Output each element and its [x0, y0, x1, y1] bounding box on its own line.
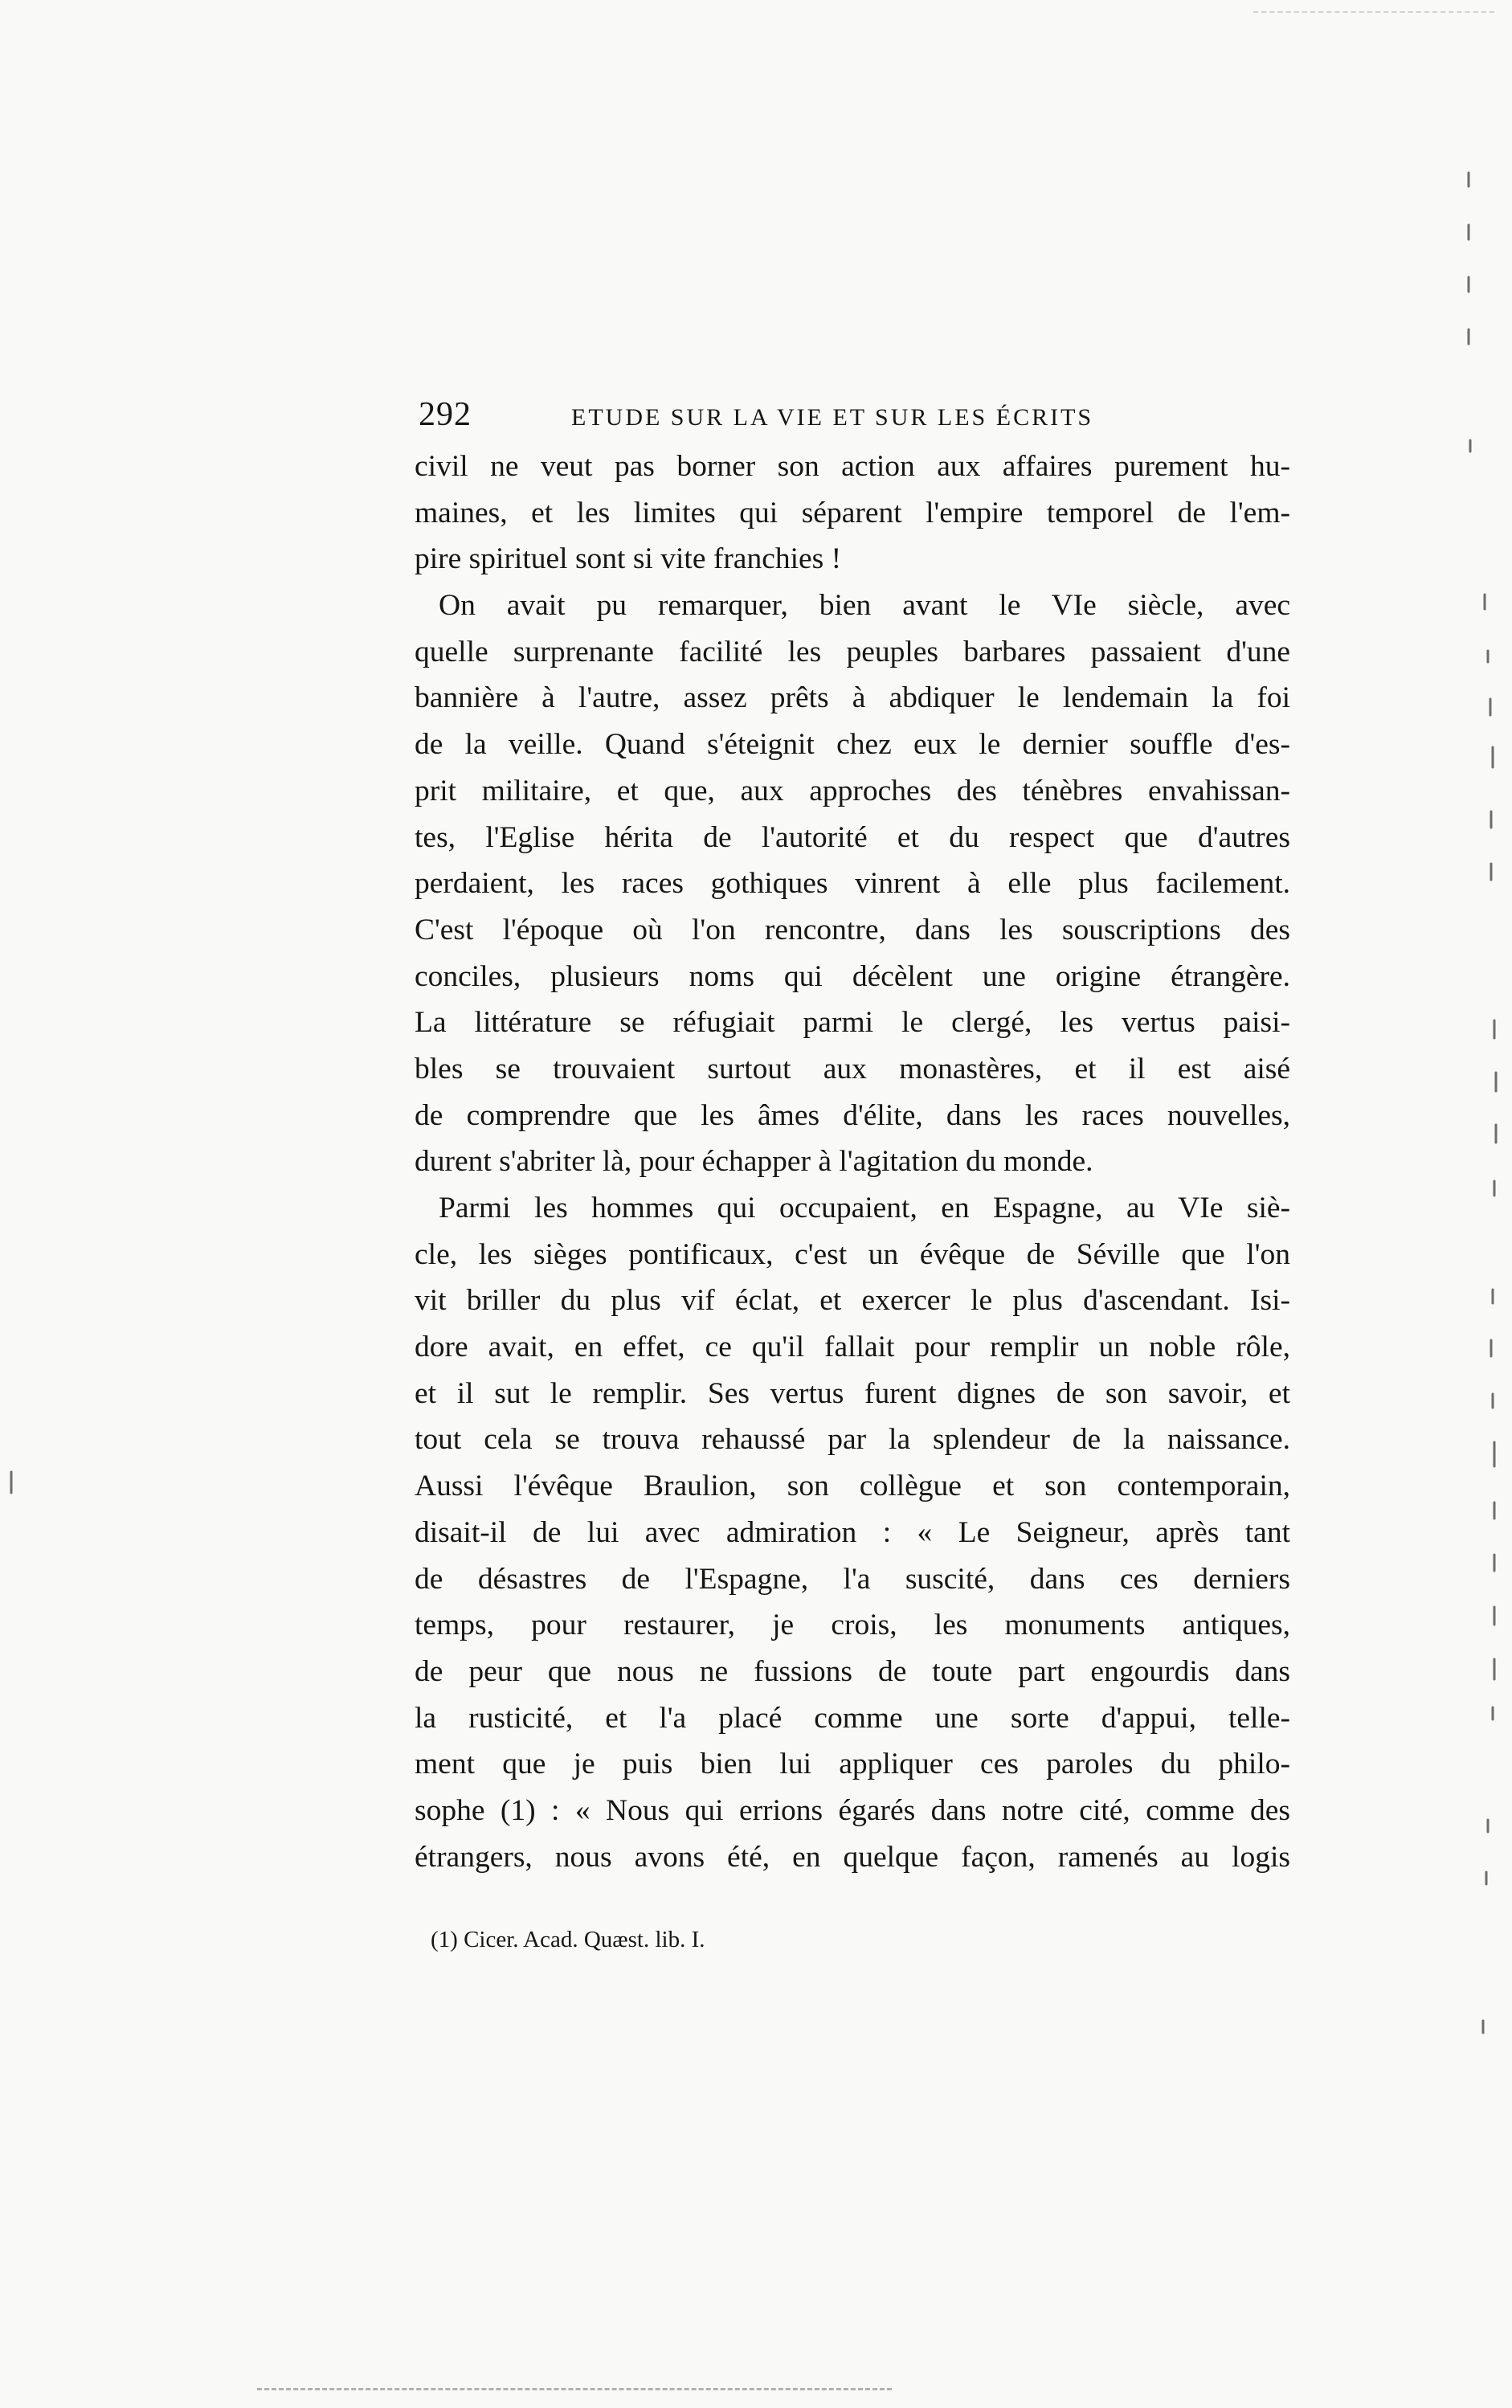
scan-edge-marks-bottom [257, 2388, 892, 2394]
text-line: Aussi l'évêque Braulion, son collègue et son contemporain, [415, 1470, 1290, 1503]
text-line: La littérature se réfugiait parmi le clergé, les vertus paisi- [415, 1006, 1290, 1040]
text-line: bannière à l'autre, assez prêts à abdiquer le lendemain la foi [415, 681, 1290, 715]
text-line: On avait pu remarquer, bien avant le VIe siècle, avec [439, 589, 1290, 623]
text-line: sophe (1) : « Nous qui errions égarés dans notre cité, comme des [415, 1793, 1290, 1827]
text-line: quelle surprenante facilité les peuples barbares passaient d'une [415, 635, 1290, 668]
text-line: de désastres de l'Espagne, l'a suscité, dans ces derniers [415, 1562, 1290, 1596]
text-line: vit briller du plus vif éclat, et exercer le plus d'ascendant. Isi- [415, 1284, 1290, 1318]
text-line: conciles, plusieurs noms qui décèlent une origine étrangère. [415, 959, 1290, 993]
text-line: civil ne veut pas borner son action aux affaires purement hu- [415, 450, 1290, 483]
scan-edge-marks-top [1253, 11, 1494, 15]
text-line: Parmi les hommes qui occupaient, en Espagne, au VIe siè- [439, 1192, 1290, 1224]
text-line: tout cela se trouva rehaussé par la splendeur de la naissance. [415, 1423, 1290, 1457]
text-line: bles se trouvaient surtout aux monastères, et il est aisé [415, 1052, 1290, 1085]
text-line: ment que je puis bien lui appliquer ces paroles du philo- [415, 1748, 1290, 1781]
page-number: 292 [419, 396, 472, 433]
text-line: pire spirituel sont si vite franchies ! [415, 542, 842, 576]
text-line: perdaient, les races gothiques vinrent à elle plus facilement. [415, 867, 1290, 901]
text-line: dore avait, en effet, ce qu'il fallait pour remplir un noble rôle, [415, 1331, 1290, 1364]
text-line: cle, les sièges pontificaux, c'est un évêque de Séville que l'on [415, 1237, 1290, 1271]
footnote: (1) Cicer. Acad. Quæst. lib. I. [431, 1927, 705, 1952]
text-line: de peur que nous ne fussions de toute part engourdis dans [415, 1654, 1290, 1688]
text-line: C'est l'époque où l'on rencontre, dans les souscriptions des [415, 913, 1290, 946]
body-text [415, 444, 1290, 1880]
text-line: tes, l'Eglise hérita de l'autorité et du respect que d'autres [415, 820, 1290, 854]
page-header [419, 394, 1286, 435]
text-line: et il sut le remplir. Ses vertus furent dignes de son savoir, et [415, 1376, 1290, 1410]
text-line: disait-il de lui avec admiration : « Le Seigneur, après tant [415, 1515, 1290, 1549]
text-line: durent s'abriter là, pour échapper à l'agitation du monde. [415, 1145, 1093, 1179]
text-line: de comprendre que les âmes d'élite, dans les races nouvelles, [415, 1098, 1290, 1132]
running-title: ETUDE SUR LA VIE ET SUR LES ÉCRITS [571, 404, 1094, 431]
text-line: prit militaire, et que, aux approches des ténèbres envahissan- [415, 774, 1290, 807]
text-line: de la veille. Quand s'éteignit chez eux le dernier souffle d'es- [415, 728, 1290, 762]
text-line: étrangers, nous avons été, en quelque façon, ramenés au logis [415, 1840, 1290, 1874]
text-line: maines, et les limites qui séparent l'empire temporel de l'em- [415, 496, 1290, 529]
text-line: temps, pour restaurer, je crois, les monuments antiques, [415, 1609, 1290, 1642]
text-line: la rusticité, et l'a placé comme une sorte d'appui, telle- [415, 1701, 1290, 1735]
